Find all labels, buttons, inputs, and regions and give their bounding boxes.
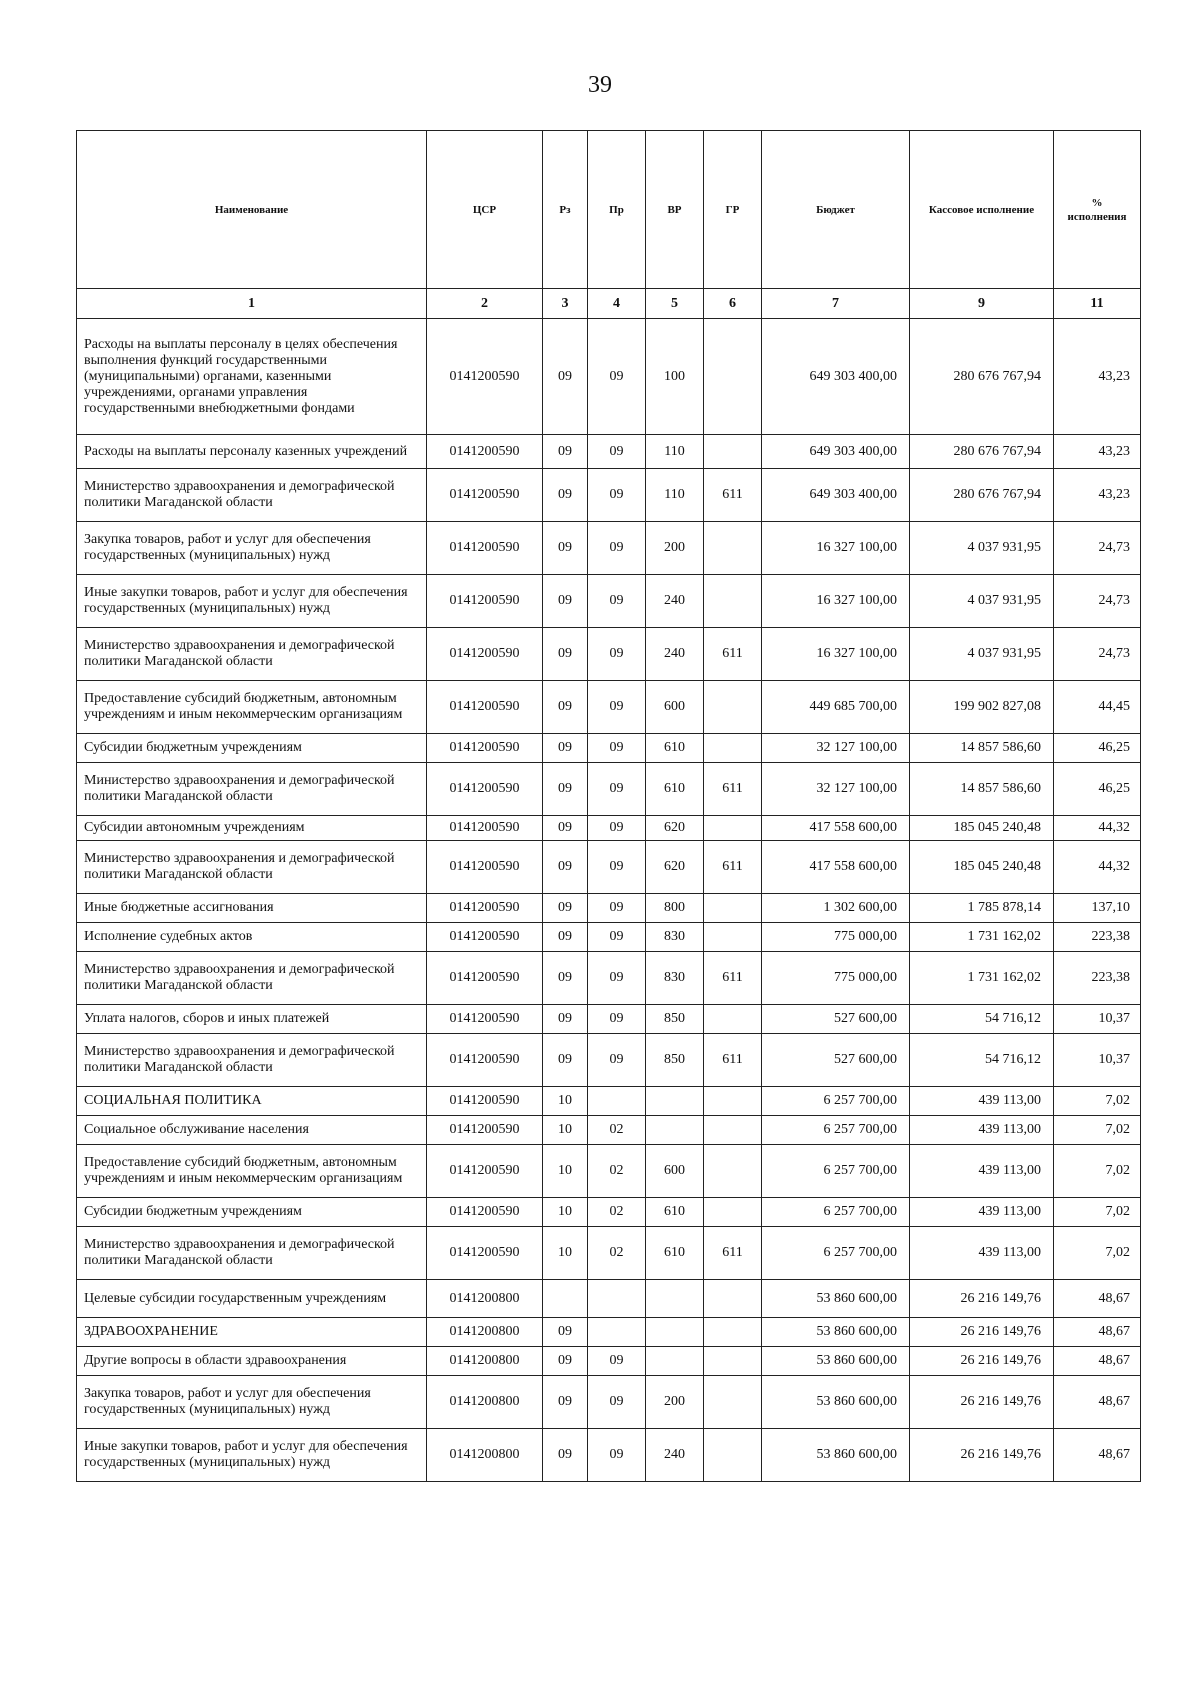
row-pr: 09 xyxy=(588,952,646,1005)
table-row xyxy=(77,734,1141,763)
row-csr: 0141200590 xyxy=(427,734,543,763)
row-csr: 0141200800 xyxy=(427,1318,543,1347)
row-vr: 240 xyxy=(646,575,704,628)
row-vr: 830 xyxy=(646,952,704,1005)
row-csr: 0141200800 xyxy=(427,1347,543,1376)
row-pr: 09 xyxy=(588,575,646,628)
row-budget: 449 685 700,00 xyxy=(762,681,910,734)
table-row xyxy=(77,816,1141,841)
row-vr: 110 xyxy=(646,435,704,469)
row-csr: 0141200590 xyxy=(427,1034,543,1087)
header-cash: Кассовое исполнение xyxy=(910,131,1054,289)
table-row xyxy=(77,575,1141,628)
row-name: Другие вопросы в области здравоохранения xyxy=(77,1347,427,1376)
column-number: 9 xyxy=(910,289,1054,319)
row-name: СОЦИАЛЬНАЯ ПОЛИТИКА xyxy=(77,1087,427,1116)
row-vr: 240 xyxy=(646,1429,704,1482)
row-pr: 09 xyxy=(588,522,646,575)
row-name: Субсидии бюджетным учреждениям xyxy=(77,1198,427,1227)
row-rz: 09 xyxy=(543,763,588,816)
row-pct: 223,38 xyxy=(1054,923,1141,952)
row-gr xyxy=(704,1005,762,1034)
row-name: Предоставление субсидий бюджетным, автономным учреждениям и иным некоммерческим организациям xyxy=(77,681,427,734)
row-pr: 09 xyxy=(588,1376,646,1429)
row-pr: 09 xyxy=(588,1005,646,1034)
row-csr: 0141200590 xyxy=(427,952,543,1005)
column-number: 2 xyxy=(427,289,543,319)
row-csr: 0141200800 xyxy=(427,1280,543,1318)
row-rz: 09 xyxy=(543,319,588,435)
header-csr: ЦСР xyxy=(427,131,543,289)
row-csr: 0141200590 xyxy=(427,816,543,841)
column-number-row xyxy=(77,289,1141,319)
row-pr xyxy=(588,1280,646,1318)
header-budget: Бюджет xyxy=(762,131,910,289)
row-cash: 280 676 767,94 xyxy=(910,469,1054,522)
row-pr: 09 xyxy=(588,319,646,435)
row-csr: 0141200590 xyxy=(427,1087,543,1116)
table-row xyxy=(77,628,1141,681)
table-row xyxy=(77,522,1141,575)
row-name: Министерство здравоохранения и демографической политики Магаданской области xyxy=(77,469,427,522)
row-pct: 43,23 xyxy=(1054,469,1141,522)
row-vr xyxy=(646,1280,704,1318)
row-vr: 620 xyxy=(646,816,704,841)
row-vr: 610 xyxy=(646,1227,704,1280)
row-rz: 10 xyxy=(543,1198,588,1227)
row-gr xyxy=(704,1145,762,1198)
row-gr xyxy=(704,1318,762,1347)
row-rz: 09 xyxy=(543,1034,588,1087)
row-cash: 1 785 878,14 xyxy=(910,894,1054,923)
row-gr xyxy=(704,1347,762,1376)
row-pct: 46,25 xyxy=(1054,734,1141,763)
row-gr xyxy=(704,1198,762,1227)
row-rz: 09 xyxy=(543,435,588,469)
row-cash: 439 113,00 xyxy=(910,1145,1054,1198)
row-pr: 09 xyxy=(588,1429,646,1482)
column-number: 4 xyxy=(588,289,646,319)
row-vr: 850 xyxy=(646,1034,704,1087)
row-vr: 240 xyxy=(646,628,704,681)
row-rz: 09 xyxy=(543,628,588,681)
row-name: Расходы на выплаты персоналу в целях обеспечения выполнения функций государственными (муниципальными) органами, казенными учреждениями, органами управления государственными внебюджетными фондами xyxy=(77,319,427,435)
row-pr: 02 xyxy=(588,1116,646,1145)
table-row xyxy=(77,1034,1141,1087)
header-pct: % исполнения xyxy=(1054,131,1141,289)
row-cash: 439 113,00 xyxy=(910,1116,1054,1145)
row-pct: 24,73 xyxy=(1054,628,1141,681)
row-vr: 620 xyxy=(646,841,704,894)
row-budget: 775 000,00 xyxy=(762,923,910,952)
row-name: Иные закупки товаров, работ и услуг для обеспечения государственных (муниципальных) нужд xyxy=(77,1429,427,1482)
row-csr: 0141200590 xyxy=(427,841,543,894)
row-vr: 800 xyxy=(646,894,704,923)
row-pct: 48,67 xyxy=(1054,1347,1141,1376)
table-row xyxy=(77,841,1141,894)
row-budget: 32 127 100,00 xyxy=(762,734,910,763)
header-name: Наименование xyxy=(77,131,427,289)
row-name: Целевые субсидии государственным учреждениям xyxy=(77,1280,427,1318)
header-vr: ВР xyxy=(646,131,704,289)
row-rz: 09 xyxy=(543,816,588,841)
row-name: Расходы на выплаты персоналу казенных учреждений xyxy=(77,435,427,469)
row-budget: 417 558 600,00 xyxy=(762,816,910,841)
row-rz: 09 xyxy=(543,894,588,923)
row-pct: 46,25 xyxy=(1054,763,1141,816)
row-gr xyxy=(704,681,762,734)
row-cash: 4 037 931,95 xyxy=(910,628,1054,681)
row-name: Министерство здравоохранения и демографической политики Магаданской области xyxy=(77,628,427,681)
row-rz: 09 xyxy=(543,522,588,575)
row-pr: 09 xyxy=(588,1034,646,1087)
table-row xyxy=(77,894,1141,923)
row-rz: 10 xyxy=(543,1087,588,1116)
table-row xyxy=(77,319,1141,435)
row-rz: 09 xyxy=(543,1318,588,1347)
row-name: Субсидии бюджетным учреждениям xyxy=(77,734,427,763)
row-vr: 100 xyxy=(646,319,704,435)
row-pct: 7,02 xyxy=(1054,1145,1141,1198)
row-vr xyxy=(646,1318,704,1347)
row-name: Субсидии автономным учреждениям xyxy=(77,816,427,841)
row-vr: 600 xyxy=(646,681,704,734)
row-name: Иные закупки товаров, работ и услуг для обеспечения государственных (муниципальных) нужд xyxy=(77,575,427,628)
row-pct: 24,73 xyxy=(1054,522,1141,575)
row-pct: 7,02 xyxy=(1054,1227,1141,1280)
row-gr xyxy=(704,1429,762,1482)
row-budget: 16 327 100,00 xyxy=(762,628,910,681)
row-pct: 44,32 xyxy=(1054,816,1141,841)
row-pct: 7,02 xyxy=(1054,1198,1141,1227)
row-csr: 0141200590 xyxy=(427,319,543,435)
row-pr: 09 xyxy=(588,841,646,894)
row-cash: 26 216 149,76 xyxy=(910,1376,1054,1429)
row-rz: 09 xyxy=(543,1376,588,1429)
row-rz: 10 xyxy=(543,1116,588,1145)
row-csr: 0141200590 xyxy=(427,469,543,522)
row-gr xyxy=(704,435,762,469)
row-cash: 14 857 586,60 xyxy=(910,763,1054,816)
row-cash: 199 902 827,08 xyxy=(910,681,1054,734)
row-pr: 09 xyxy=(588,469,646,522)
column-number: 3 xyxy=(543,289,588,319)
table-body xyxy=(77,319,1141,1482)
table-row xyxy=(77,1280,1141,1318)
row-budget: 6 257 700,00 xyxy=(762,1087,910,1116)
header-pr: Пр xyxy=(588,131,646,289)
row-pct: 44,45 xyxy=(1054,681,1141,734)
row-budget: 53 860 600,00 xyxy=(762,1429,910,1482)
row-cash: 185 045 240,48 xyxy=(910,816,1054,841)
row-rz: 09 xyxy=(543,469,588,522)
row-cash: 54 716,12 xyxy=(910,1005,1054,1034)
row-cash: 1 731 162,02 xyxy=(910,923,1054,952)
row-vr: 200 xyxy=(646,522,704,575)
row-vr xyxy=(646,1116,704,1145)
row-rz: 09 xyxy=(543,681,588,734)
row-budget: 527 600,00 xyxy=(762,1034,910,1087)
column-number: 11 xyxy=(1054,289,1141,319)
row-rz: 09 xyxy=(543,1005,588,1034)
row-vr: 600 xyxy=(646,1145,704,1198)
row-rz: 09 xyxy=(543,575,588,628)
row-budget: 6 257 700,00 xyxy=(762,1198,910,1227)
row-pct: 44,32 xyxy=(1054,841,1141,894)
table-row xyxy=(77,1198,1141,1227)
row-csr: 0141200590 xyxy=(427,575,543,628)
row-name: Закупка товаров, работ и услуг для обеспечения государственных (муниципальных) нужд xyxy=(77,1376,427,1429)
row-budget: 1 302 600,00 xyxy=(762,894,910,923)
row-csr: 0141200590 xyxy=(427,681,543,734)
row-pr: 09 xyxy=(588,894,646,923)
row-name: Исполнение судебных актов xyxy=(77,923,427,952)
table-row xyxy=(77,469,1141,522)
table-row xyxy=(77,1376,1141,1429)
row-gr: 611 xyxy=(704,841,762,894)
row-vr: 850 xyxy=(646,1005,704,1034)
row-cash: 439 113,00 xyxy=(910,1087,1054,1116)
row-rz: 10 xyxy=(543,1227,588,1280)
row-gr xyxy=(704,894,762,923)
row-gr: 611 xyxy=(704,952,762,1005)
row-budget: 649 303 400,00 xyxy=(762,319,910,435)
row-budget: 53 860 600,00 xyxy=(762,1318,910,1347)
row-pr: 09 xyxy=(588,681,646,734)
page-number: 39 xyxy=(588,72,612,98)
row-gr: 611 xyxy=(704,628,762,681)
row-rz: 09 xyxy=(543,952,588,1005)
row-gr: 611 xyxy=(704,1034,762,1087)
table-row xyxy=(77,1087,1141,1116)
row-vr xyxy=(646,1087,704,1116)
row-gr: 611 xyxy=(704,763,762,816)
row-cash: 14 857 586,60 xyxy=(910,734,1054,763)
row-cash: 4 037 931,95 xyxy=(910,575,1054,628)
row-budget: 6 257 700,00 xyxy=(762,1227,910,1280)
row-vr: 610 xyxy=(646,763,704,816)
row-gr xyxy=(704,734,762,763)
table-row xyxy=(77,681,1141,734)
row-gr xyxy=(704,816,762,841)
row-name: Министерство здравоохранения и демографической политики Магаданской области xyxy=(77,841,427,894)
row-gr xyxy=(704,923,762,952)
header-gr: ГР xyxy=(704,131,762,289)
row-csr: 0141200590 xyxy=(427,894,543,923)
row-cash: 1 731 162,02 xyxy=(910,952,1054,1005)
row-pct: 43,23 xyxy=(1054,319,1141,435)
row-pct: 48,67 xyxy=(1054,1280,1141,1318)
row-pr: 09 xyxy=(588,763,646,816)
row-cash: 439 113,00 xyxy=(910,1227,1054,1280)
row-budget: 16 327 100,00 xyxy=(762,522,910,575)
row-budget: 527 600,00 xyxy=(762,1005,910,1034)
table-row xyxy=(77,1347,1141,1376)
row-cash: 26 216 149,76 xyxy=(910,1347,1054,1376)
row-cash: 185 045 240,48 xyxy=(910,841,1054,894)
row-csr: 0141200800 xyxy=(427,1376,543,1429)
row-cash: 280 676 767,94 xyxy=(910,319,1054,435)
row-csr: 0141200590 xyxy=(427,1145,543,1198)
row-gr xyxy=(704,1280,762,1318)
row-budget: 649 303 400,00 xyxy=(762,435,910,469)
row-name: Социальное обслуживание населения xyxy=(77,1116,427,1145)
row-rz: 09 xyxy=(543,923,588,952)
row-name: Уплата налогов, сборов и иных платежей xyxy=(77,1005,427,1034)
column-number: 7 xyxy=(762,289,910,319)
row-name: Предоставление субсидий бюджетным, автономным учреждениям и иным некоммерческим организациям xyxy=(77,1145,427,1198)
row-budget: 6 257 700,00 xyxy=(762,1116,910,1145)
row-pr xyxy=(588,1318,646,1347)
row-budget: 16 327 100,00 xyxy=(762,575,910,628)
row-csr: 0141200590 xyxy=(427,1198,543,1227)
row-pr: 09 xyxy=(588,734,646,763)
row-pr: 02 xyxy=(588,1227,646,1280)
row-csr: 0141200590 xyxy=(427,628,543,681)
row-budget: 53 860 600,00 xyxy=(762,1376,910,1429)
table-row xyxy=(77,763,1141,816)
row-vr: 200 xyxy=(646,1376,704,1429)
row-csr: 0141200590 xyxy=(427,923,543,952)
row-gr xyxy=(704,1376,762,1429)
row-gr: 611 xyxy=(704,1227,762,1280)
row-gr xyxy=(704,1087,762,1116)
row-name: ЗДРАВООХРАНЕНИЕ xyxy=(77,1318,427,1347)
row-pct: 223,38 xyxy=(1054,952,1141,1005)
row-cash: 26 216 149,76 xyxy=(910,1318,1054,1347)
row-pct: 43,23 xyxy=(1054,435,1141,469)
table-row xyxy=(77,1145,1141,1198)
row-cash: 280 676 767,94 xyxy=(910,435,1054,469)
row-rz: 09 xyxy=(543,841,588,894)
row-budget: 53 860 600,00 xyxy=(762,1280,910,1318)
row-pct: 137,10 xyxy=(1054,894,1141,923)
row-csr: 0141200590 xyxy=(427,1227,543,1280)
table-row xyxy=(77,1005,1141,1034)
row-budget: 775 000,00 xyxy=(762,952,910,1005)
row-cash: 439 113,00 xyxy=(910,1198,1054,1227)
table-row xyxy=(77,435,1141,469)
table-row xyxy=(77,1116,1141,1145)
row-csr: 0141200590 xyxy=(427,763,543,816)
row-rz: 09 xyxy=(543,1429,588,1482)
row-pct: 48,67 xyxy=(1054,1429,1141,1482)
row-vr: 610 xyxy=(646,734,704,763)
row-pct: 7,02 xyxy=(1054,1116,1141,1145)
table-row xyxy=(77,1318,1141,1347)
row-cash: 26 216 149,76 xyxy=(910,1429,1054,1482)
row-budget: 417 558 600,00 xyxy=(762,841,910,894)
row-name: Иные бюджетные ассигнования xyxy=(77,894,427,923)
row-rz: 10 xyxy=(543,1145,588,1198)
row-csr: 0141200590 xyxy=(427,435,543,469)
row-name: Министерство здравоохранения и демографической политики Магаданской области xyxy=(77,763,427,816)
header-rz: Рз xyxy=(543,131,588,289)
row-vr: 110 xyxy=(646,469,704,522)
row-budget: 32 127 100,00 xyxy=(762,763,910,816)
table-row xyxy=(77,1227,1141,1280)
row-pr: 02 xyxy=(588,1145,646,1198)
row-name: Министерство здравоохранения и демографической политики Магаданской области xyxy=(77,1227,427,1280)
row-name: Министерство здравоохранения и демографической политики Магаданской области xyxy=(77,952,427,1005)
row-name: Министерство здравоохранения и демографической политики Магаданской области xyxy=(77,1034,427,1087)
row-cash: 4 037 931,95 xyxy=(910,522,1054,575)
row-pct: 10,37 xyxy=(1054,1034,1141,1087)
row-vr: 830 xyxy=(646,923,704,952)
row-gr xyxy=(704,319,762,435)
row-csr: 0141200590 xyxy=(427,1116,543,1145)
row-pr: 02 xyxy=(588,1198,646,1227)
row-rz: 09 xyxy=(543,1347,588,1376)
row-csr: 0141200800 xyxy=(427,1429,543,1482)
row-pct: 48,67 xyxy=(1054,1318,1141,1347)
row-name: Закупка товаров, работ и услуг для обеспечения государственных (муниципальных) нужд xyxy=(77,522,427,575)
row-csr: 0141200590 xyxy=(427,1005,543,1034)
column-number: 6 xyxy=(704,289,762,319)
budget-table xyxy=(76,130,1141,1482)
row-pr: 09 xyxy=(588,816,646,841)
row-gr xyxy=(704,1116,762,1145)
row-pr: 09 xyxy=(588,923,646,952)
row-pct: 7,02 xyxy=(1054,1087,1141,1116)
row-rz: 09 xyxy=(543,734,588,763)
row-budget: 6 257 700,00 xyxy=(762,1145,910,1198)
column-number: 5 xyxy=(646,289,704,319)
row-pct: 10,37 xyxy=(1054,1005,1141,1034)
table-row xyxy=(77,923,1141,952)
row-csr: 0141200590 xyxy=(427,522,543,575)
row-gr: 611 xyxy=(704,469,762,522)
table-row xyxy=(77,1429,1141,1482)
row-budget: 53 860 600,00 xyxy=(762,1347,910,1376)
row-pr: 09 xyxy=(588,435,646,469)
row-pct: 48,67 xyxy=(1054,1376,1141,1429)
row-pr: 09 xyxy=(588,628,646,681)
header-row xyxy=(77,131,1141,289)
row-pr xyxy=(588,1087,646,1116)
row-gr xyxy=(704,522,762,575)
row-cash: 54 716,12 xyxy=(910,1034,1054,1087)
row-gr xyxy=(704,575,762,628)
row-vr: 610 xyxy=(646,1198,704,1227)
row-vr xyxy=(646,1347,704,1376)
row-rz xyxy=(543,1280,588,1318)
column-number: 1 xyxy=(77,289,427,319)
row-pct: 24,73 xyxy=(1054,575,1141,628)
row-cash: 26 216 149,76 xyxy=(910,1280,1054,1318)
row-pr: 09 xyxy=(588,1347,646,1376)
row-budget: 649 303 400,00 xyxy=(762,469,910,522)
table-row xyxy=(77,952,1141,1005)
